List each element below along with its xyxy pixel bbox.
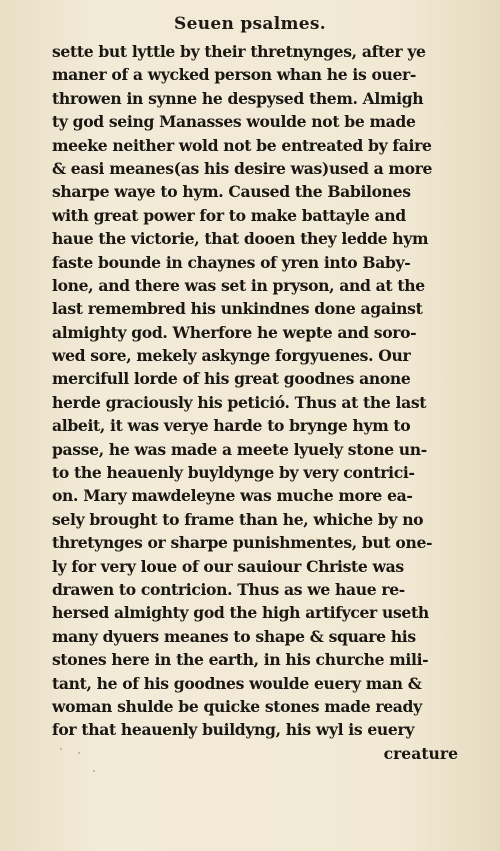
- text-line: thretynges or sharpe punishmentes, but one-: [52, 533, 433, 553]
- text-line: wed sore, mekely askynge forgyuenes. Our: [52, 346, 411, 366]
- text-line: passe, he was made a meete lyuely stone un-: [52, 439, 427, 459]
- text-line: ty god seing Manasses woulde not be made: [52, 112, 416, 132]
- text-line: mercifull lorde of his great goodnes anone: [52, 369, 411, 389]
- text-line: tant, he of his goodnes woulde euery man &: [52, 673, 422, 693]
- text-line: throwen in synne he despysed them. Almigh: [52, 88, 424, 108]
- text-line: sharpe waye to hym. Caused the Babilones: [52, 182, 411, 202]
- text-line: drawen to contricion. Thus as we haue re-: [52, 579, 405, 599]
- text-line: on. Mary mawdeleyne was muche more ea-: [52, 486, 413, 506]
- text-line: ly for very loue of our sauiour Christe was: [52, 556, 404, 576]
- paper-speck: [93, 770, 95, 772]
- text-line: haue the victorie, that dooen they ledde hym: [52, 229, 429, 249]
- text-line: sette but lyttle by their thretnynges, after ye: [52, 42, 426, 61]
- text-line: last remembred his unkindnes done against: [52, 299, 423, 319]
- text-line: maner of a wycked person whan he is ouer-: [52, 65, 417, 85]
- text-line: to the heauenly buyldynge by very contrici-: [52, 463, 415, 483]
- text-line: & easi meanes(as his desire was)used a more: [52, 158, 433, 178]
- text-line: almighty god. Wherfore he wepte and soro-: [52, 322, 417, 342]
- text-line: with great power for to make battayle and: [52, 205, 406, 225]
- text-line: lone, and there was set in pryson, and at the: [52, 275, 425, 295]
- paper-speck: [78, 752, 80, 754]
- text-line: woman shulde be quicke stones made ready: [52, 696, 422, 716]
- text-line: albeit, it was verye harde to brynge hym to: [52, 416, 411, 436]
- text-line: meeke neither wold not be entreated by faire: [52, 135, 432, 155]
- text-line: many dyuers meanes to shape & square his: [52, 626, 416, 646]
- paper-speck: [60, 748, 62, 750]
- text-line: herde graciously his petició. Thus at the last: [52, 392, 427, 412]
- running-head: Seuen psalmes.: [174, 14, 326, 34]
- text-line: faste bounde in chaynes of yren into Baby-: [52, 252, 411, 272]
- text-line: for that heauenly buildyng, his wyl is euery: [52, 720, 415, 740]
- text-block: [52, 40, 492, 742]
- catchword: creature: [383, 744, 458, 763]
- text-line: sely brought to frame than he, whiche by no: [52, 509, 424, 529]
- text-line: hersed almighty god the high artifycer useth: [52, 603, 429, 623]
- text-line: stones here in the earth, in his churche mili-: [52, 650, 429, 670]
